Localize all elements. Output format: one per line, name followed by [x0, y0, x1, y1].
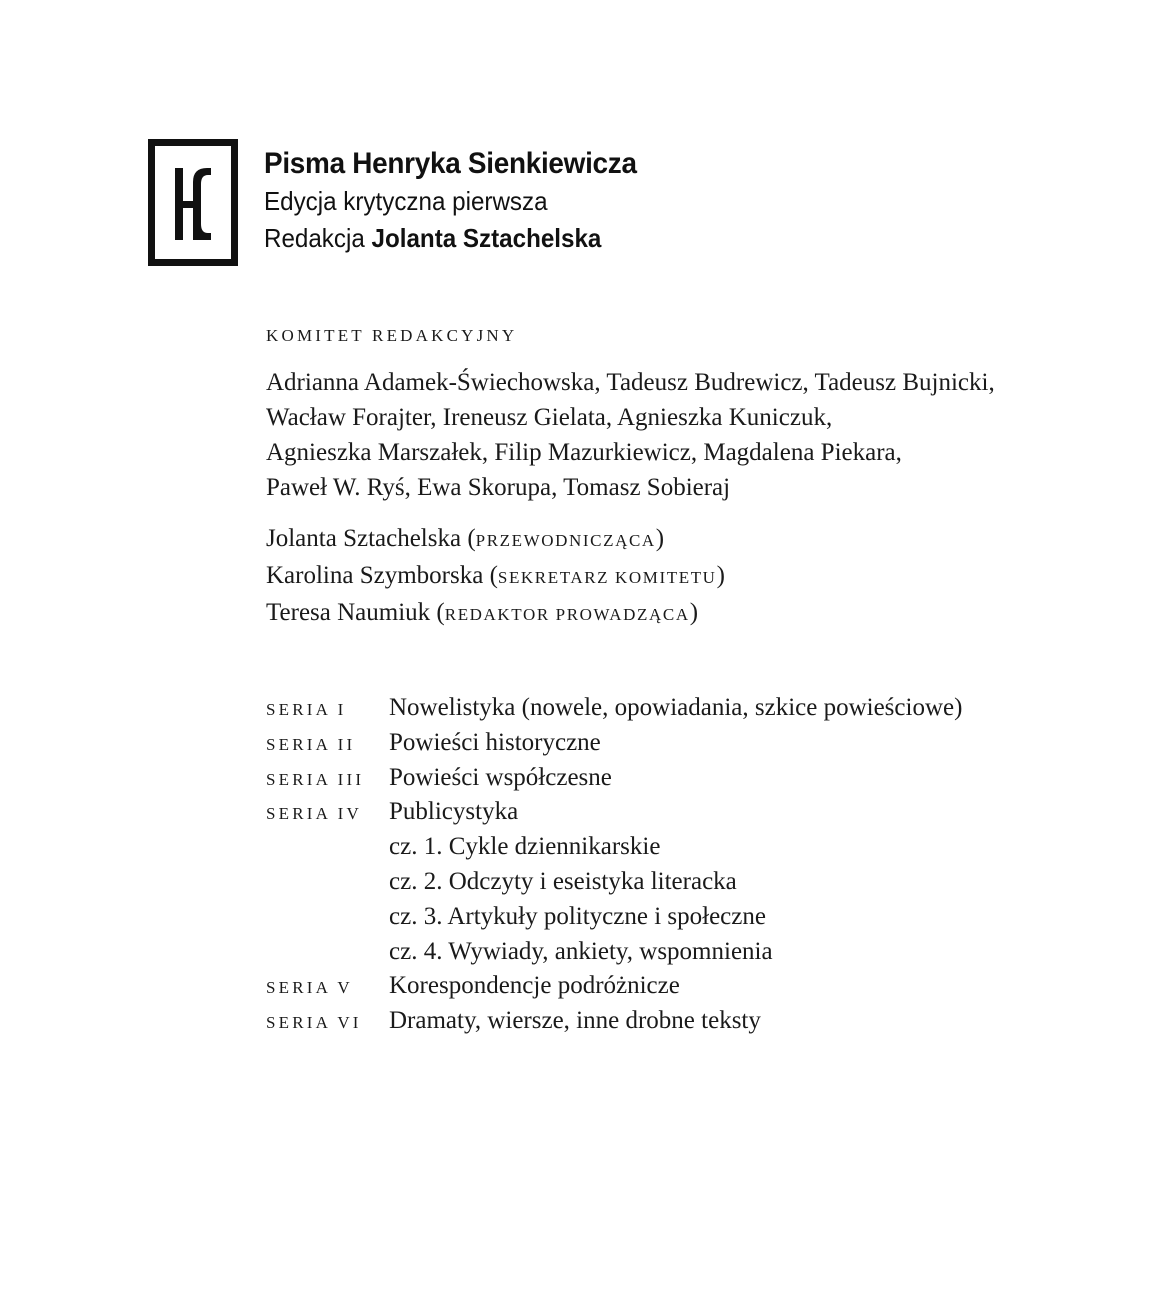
series-label: SERIA IV	[266, 804, 362, 824]
series-label: SERIA III	[266, 769, 365, 789]
series-label: SERIA II	[266, 734, 356, 754]
hs-monogram-logo	[148, 139, 238, 266]
member-line: Adrianna Adamek-Świechowska, Tadeusz Budrewicz, Tadeusz Bujnicki,	[266, 369, 995, 396]
series-row	[266, 795, 962, 830]
editor-name: Jolanta Sztachelska	[371, 223, 602, 253]
series-row	[266, 726, 962, 761]
series-name: Dramaty, wiersze, inne drobne teksty	[389, 1007, 761, 1035]
series-title: Pisma Henryka Sienkiewicza	[264, 147, 637, 180]
role-person: Karolina Szymborska	[266, 562, 484, 589]
series-part: cz. 4. Wywiady, ankiety, wspomnienia	[389, 937, 773, 965]
committee-roles	[266, 521, 1066, 632]
series-header	[264, 145, 665, 257]
role-title: PRZEWODNICZĄCA	[475, 531, 656, 550]
edition-subtitle: Edycja krytyczna pierwsza	[264, 186, 548, 216]
series-part: cz. 1. Cykle dziennikarskie	[389, 833, 661, 861]
series-label: SERIA I	[266, 700, 347, 719]
role-line: Jolanta Sztachelska (PRZEWODNICZĄCA)	[266, 525, 665, 552]
role-line: Teresa Naumiuk (REDAKTOR PROWADZĄCA)	[266, 599, 699, 626]
series-name: Powieści współczesne	[389, 763, 612, 791]
member-line: Wacław Forajter, Ireneusz Gielata, Agnieszka Kuniczuk,	[266, 404, 833, 431]
role-title: REDAKTOR PROWADZĄCA	[444, 605, 690, 624]
editor-line	[264, 220, 637, 257]
editor-prefix: Redakcja	[264, 223, 365, 253]
series-name: Powieści historyczne	[389, 728, 601, 756]
series-row	[266, 761, 962, 796]
member-line: Agnieszka Marszałek, Filip Mazurkiewicz, Magdalena Piekara,	[266, 439, 902, 466]
series-list	[266, 691, 962, 1039]
series-label: SERIA VI	[266, 1013, 362, 1033]
role-line: Karolina Szymborska (SEKRETARZ KOMITETU)	[266, 562, 725, 589]
series-name: Nowelistyka (nowele, opowiadania, szkice powieściowe)	[389, 694, 963, 721]
series-name: Publicystyka	[389, 798, 519, 826]
role-title: SEKRETARZ KOMITETU	[497, 568, 717, 587]
hs-monogram-icon	[155, 146, 231, 259]
series-name: Korespondencje podróżnicze	[389, 972, 680, 1000]
committee-members	[266, 365, 1066, 505]
series-part: cz. 3. Artykuły polityczne i społeczne	[389, 902, 766, 930]
role-person: Teresa Naumiuk	[266, 599, 431, 626]
committee-heading: KOMITET REDAKCYJNY	[266, 326, 518, 345]
editorial-committee	[266, 325, 1066, 632]
series-row	[266, 1004, 962, 1039]
member-line: Paweł W. Ryś, Ewa Skorupa, Tomasz Sobieraj	[266, 474, 731, 501]
series-row	[266, 691, 962, 726]
series-part: cz. 2. Odczyty i eseistyka literacka	[389, 867, 737, 895]
role-person: Jolanta Sztachelska	[266, 525, 462, 552]
series-label: SERIA V	[266, 978, 353, 998]
series-row	[266, 969, 962, 1004]
